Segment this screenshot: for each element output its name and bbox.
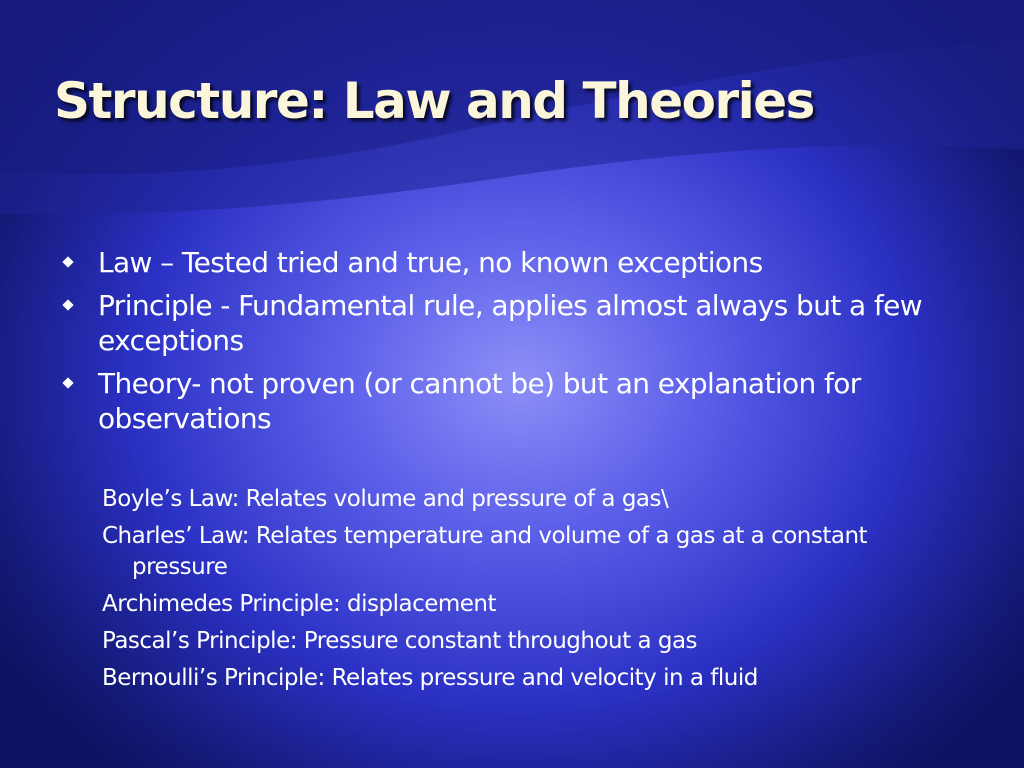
bullet-list (62, 245, 962, 444)
example-boyles-law: Boyle’s Law: Relates volume and pressure of a gas\ (102, 486, 669, 512)
header-wave-decoration (0, 0, 1024, 260)
bullet-text: Principle - Fundamental rule, applies almost always but a few exceptions (98, 289, 923, 357)
bullet-item-law (62, 245, 962, 280)
bullet-text: Law – Tested tried and true, no known exceptions (98, 246, 763, 279)
diamond-bullet-icon (62, 377, 73, 388)
example-list (102, 484, 932, 700)
bullet-item-theory (62, 366, 962, 436)
diamond-bullet-icon (62, 299, 73, 310)
diamond-bullet-icon (62, 256, 73, 267)
example-pascals-principle: Pascal’s Principle: Pressure constant throughout a gas (102, 628, 698, 654)
example-charles-law: Charles’ Law: Relates temperature and volume of a gas at a constant pressure (102, 523, 868, 580)
example-archimedes-principle: Archimedes Principle: displacement (102, 591, 497, 617)
slide-title: Structure: Law and Theories (54, 72, 814, 130)
example-bernoullis-principle: Bernoulli’s Principle: Relates pressure and velocity in a fluid (102, 665, 758, 691)
bullet-text: Theory- not proven (or cannot be) but an explanation for observations (98, 367, 861, 435)
bullet-item-principle (62, 288, 962, 358)
